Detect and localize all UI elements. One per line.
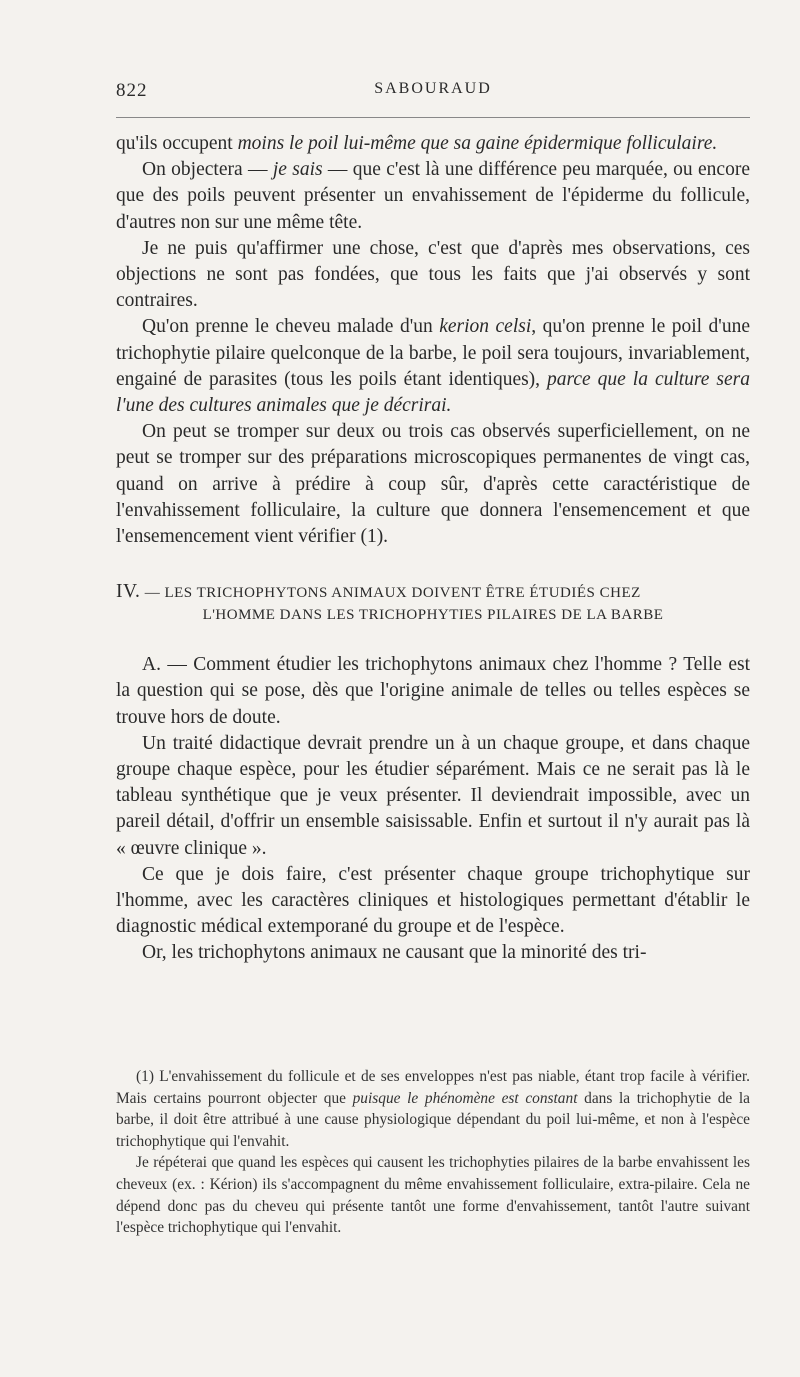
paragraph: On objectera — je sais — que c'est là une différence peu marquée, ou encore que des poils peuvent présenter un envahissement de l'épiderme du follicule, d'autres non sur une même tête.	[116, 159, 750, 233]
paragraph: Or, les trichophytons animaux ne causant que la minorité des tri-	[142, 942, 647, 964]
paragraph: Un traité didactique devrait prendre un à un chaque groupe, et dans chaque groupe chaque espèce, pour les étudier séparément. Mais ce ne serait pas là le tableau synthétique que je veux présenter. Il deviendrait impossible, avec un pareil détail, d'offrir un ensemble saisissable. Enfin et surtout il n'y aurait pas là « œuvre clinique ».	[116, 732, 750, 859]
section-numeral: IV.	[116, 581, 141, 603]
main-text	[116, 131, 750, 967]
page-header	[116, 80, 750, 104]
footnote: (1) L'envahissement du follicule et de ses enveloppes n'est pas niable, étant trop facile à vérifier. Mais certains pourront objecter que puisque le phénomène est constant dans la trichophytie de la barbe, il doit être attribué à une cause physiologique dépendant du poil lui-même, et non à l'espèce trichophytique qui l'envahit.	[116, 1068, 750, 1150]
section-title-line-2: L'HOMME DANS LES TRICHOPHYTIES PILAIRES DE LA BARBE	[202, 607, 664, 624]
paragraph: A. — Comment étudier les trichophytons animaux chez l'homme ? Telle est la question qui se pose, dès que l'origine animale de telles ou telles espèces se trouve hors de doute.	[116, 654, 750, 728]
paragraph: qu'ils occupent moins le poil lui-même que sa gaine épidermique folliculaire.	[116, 133, 718, 154]
footnote: Je répéterai que quand les espèces qui causent les trichophyties pilaires de la barbe envahissent les cheveux (ex. : Kérion) ils s'accompagnent du même envahissement folliculaire, extra-pilaire. Cela ne dépend donc pas du cheveu qui présente tantôt une forme d'envahissement, tantôt l'autre suivant l'espèce trichophytique qui l'envahit.	[116, 1154, 750, 1237]
section-heading	[116, 581, 750, 626]
header-rule	[116, 117, 750, 118]
footnotes	[116, 1066, 750, 1239]
paragraph: Je ne puis qu'affirmer une chose, c'est que d'après mes observations, ces objections ne sont pas fondées, que tous les faits que j'ai observés y sont contraires.	[116, 237, 750, 312]
page-number: 822	[116, 80, 148, 101]
paragraph: Qu'on prenne le cheveu malade d'un kerion celsi, qu'on prenne le poil d'une trichophytie pilaire quelconque de la barbe, le poil sera toujours, invariablement, engainé de parasites (tous les poils étant identiques), parce que la culture sera l'une des cultures animales que je décrirai.	[116, 316, 751, 417]
running-title: SABOURAUD	[374, 80, 492, 97]
paragraph: On peut se tromper sur deux ou trois cas observés superficiellement, on ne peut se tromper sur des préparations microscopiques permanentes de vingt cas, quand on arrive à prédire à coup sûr, d'après cette caractéristique de l'envahissement folliculaire, la culture que donnera l'ensemencement et que l'ensemencement vient vérifier (1).	[116, 421, 750, 548]
paragraph: Ce que je dois faire, c'est présenter chaque groupe trichophytique sur l'homme, avec les caractères cliniques et histologiques permettant d'établir le diagnostic médical extemporané du groupe et de l'espèce.	[116, 863, 750, 938]
section-title-line-1: — LES TRICHOPHYTONS ANIMAUX DOIVENT ÊTRE ÉTUDIÉS CHEZ	[144, 585, 641, 602]
